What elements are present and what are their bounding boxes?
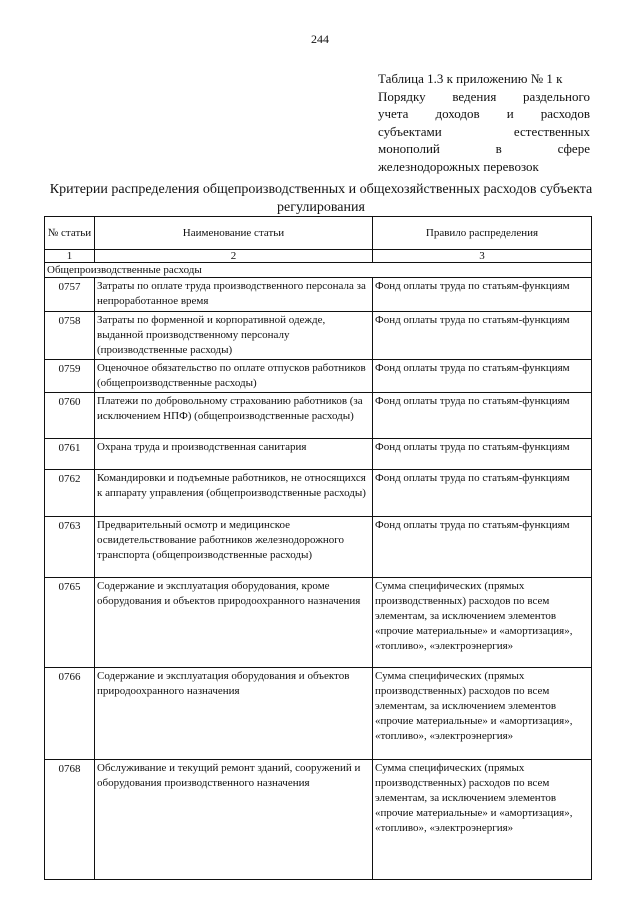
distribution-rule: Сумма специфических (прямых производственных) расходов по всем элементам, за исключением элементов «прочие материальные» и «амортизация», «топливо», «электроэнергия»: [373, 578, 592, 668]
distribution-rule: Фонд оплаты труда по статьям-функциям: [373, 312, 592, 360]
annex-word: субъектами: [378, 123, 442, 139]
article-name: Содержание и эксплуатация оборудования и объектов природоохранного назначения: [95, 668, 373, 760]
article-name: Командировки и подъемные работников, не относящихся к аппарату управления (общепроизводственные расходы): [95, 470, 373, 517]
article-name: Затраты по оплате труда производственного персонала за непроработанное время: [95, 278, 373, 312]
annex-line: [378, 70, 590, 88]
annex-word: и: [506, 106, 514, 121]
table-row: [45, 470, 592, 517]
annex-word: расходов: [540, 106, 590, 121]
table-row: [45, 393, 592, 439]
header-article-number: № статьи: [45, 217, 95, 250]
header-article-name: Наименование статьи: [95, 217, 373, 250]
article-name: Платежи по добровольному страхованию работников (за исключением НПФ) (общепроизводственные расходы): [95, 393, 373, 439]
article-number: 0757: [45, 278, 95, 312]
column-number: 2: [95, 250, 373, 263]
annex-line: [378, 140, 590, 158]
article-number: 0763: [45, 517, 95, 578]
column-number: 3: [373, 250, 592, 263]
article-name: Содержание и эксплуатация оборудования, кроме оборудования и объектов природоохранного назначения: [95, 578, 373, 668]
annex-line: [378, 123, 590, 141]
article-number: 0761: [45, 439, 95, 470]
article-name: Обслуживание и текущий ремонт зданий, сооружений и оборудования производственного назначения: [95, 760, 373, 880]
annex-word: ведения: [452, 88, 497, 104]
section-label: Общепроизводственные расходы: [45, 263, 592, 278]
table-row: [45, 439, 592, 470]
distribution-rule: Сумма специфических (прямых производственных) расходов по всем элементам, за исключением элементов «прочие материальные» и «амортизация», «топливо», «электроэнергия»: [373, 668, 592, 760]
table-row: [45, 360, 592, 393]
distribution-rule: Фонд оплаты труда по статьям-функциям: [373, 470, 592, 517]
article-number: 0759: [45, 360, 95, 393]
distribution-rule: Фонд оплаты труда по статьям-функциям: [373, 517, 592, 578]
page-number: 244: [311, 32, 329, 46]
annex-line: [378, 158, 590, 176]
article-number: 0760: [45, 393, 95, 439]
annex-word: Таблица 1.3 к приложению № 1 к: [378, 71, 563, 86]
annex-word: сфере: [557, 141, 590, 156]
distribution-rule: Фонд оплаты труда по статьям-функциям: [373, 393, 592, 439]
distribution-rule: Фонд оплаты труда по статьям-функциям: [373, 360, 592, 393]
table-row: [45, 668, 592, 760]
table-row: [45, 578, 592, 668]
annex-word: Порядку: [378, 88, 426, 104]
article-name: Оценочное обязательство по оплате отпусков работников (общепроизводственные расходы): [95, 360, 373, 393]
article-number: 0758: [45, 312, 95, 360]
table-row: [45, 278, 592, 312]
article-number: 0762: [45, 470, 95, 517]
article-name: Предварительный осмотр и медицинское освидетельствование работников железнодорожного транспорта (общепроизводственные расходы): [95, 517, 373, 578]
header-distribution-rule: Правило распределения: [373, 217, 592, 250]
article-number: 0766: [45, 668, 95, 760]
table-header-row: [45, 217, 592, 250]
table-row: [45, 760, 592, 880]
annex-word: в: [495, 141, 502, 156]
annex-word: учета: [378, 106, 409, 121]
distribution-rule: Фонд оплаты труда по статьям-функциям: [373, 439, 592, 470]
section-row: [45, 263, 592, 278]
annex-line: [378, 88, 590, 106]
article-name: Затраты по форменной и корпоративной одежде, выданной производственному персоналу (производственные расходы): [95, 312, 373, 360]
distribution-rule: Фонд оплаты труда по статьям-функциям: [373, 278, 592, 312]
article-number: 0768: [45, 760, 95, 880]
annex-word: доходов: [435, 106, 480, 121]
document-title: Критерии распределения общепроизводственных и общехозяйственных расходов субъекта регулирования: [49, 182, 593, 215]
criteria-table: [44, 216, 592, 880]
annex-word: раздельного: [523, 88, 590, 104]
annex-reference: [378, 70, 590, 175]
table-row: [45, 312, 592, 360]
annex-line: [378, 105, 590, 123]
article-name: Охрана труда и производственная санитария: [95, 439, 373, 470]
distribution-rule: Сумма специфических (прямых производственных) расходов по всем элементам, за исключением элементов «прочие материальные» и «амортизация», «топливо», «электроэнергия»: [373, 760, 592, 880]
annex-word: железнодорожных перевозок: [378, 158, 539, 174]
annex-word: естественных: [513, 123, 590, 139]
table-row: [45, 517, 592, 578]
column-number-row: [45, 250, 592, 263]
annex-word: монополий: [378, 141, 440, 156]
column-number: 1: [45, 250, 95, 263]
article-number: 0765: [45, 578, 95, 668]
